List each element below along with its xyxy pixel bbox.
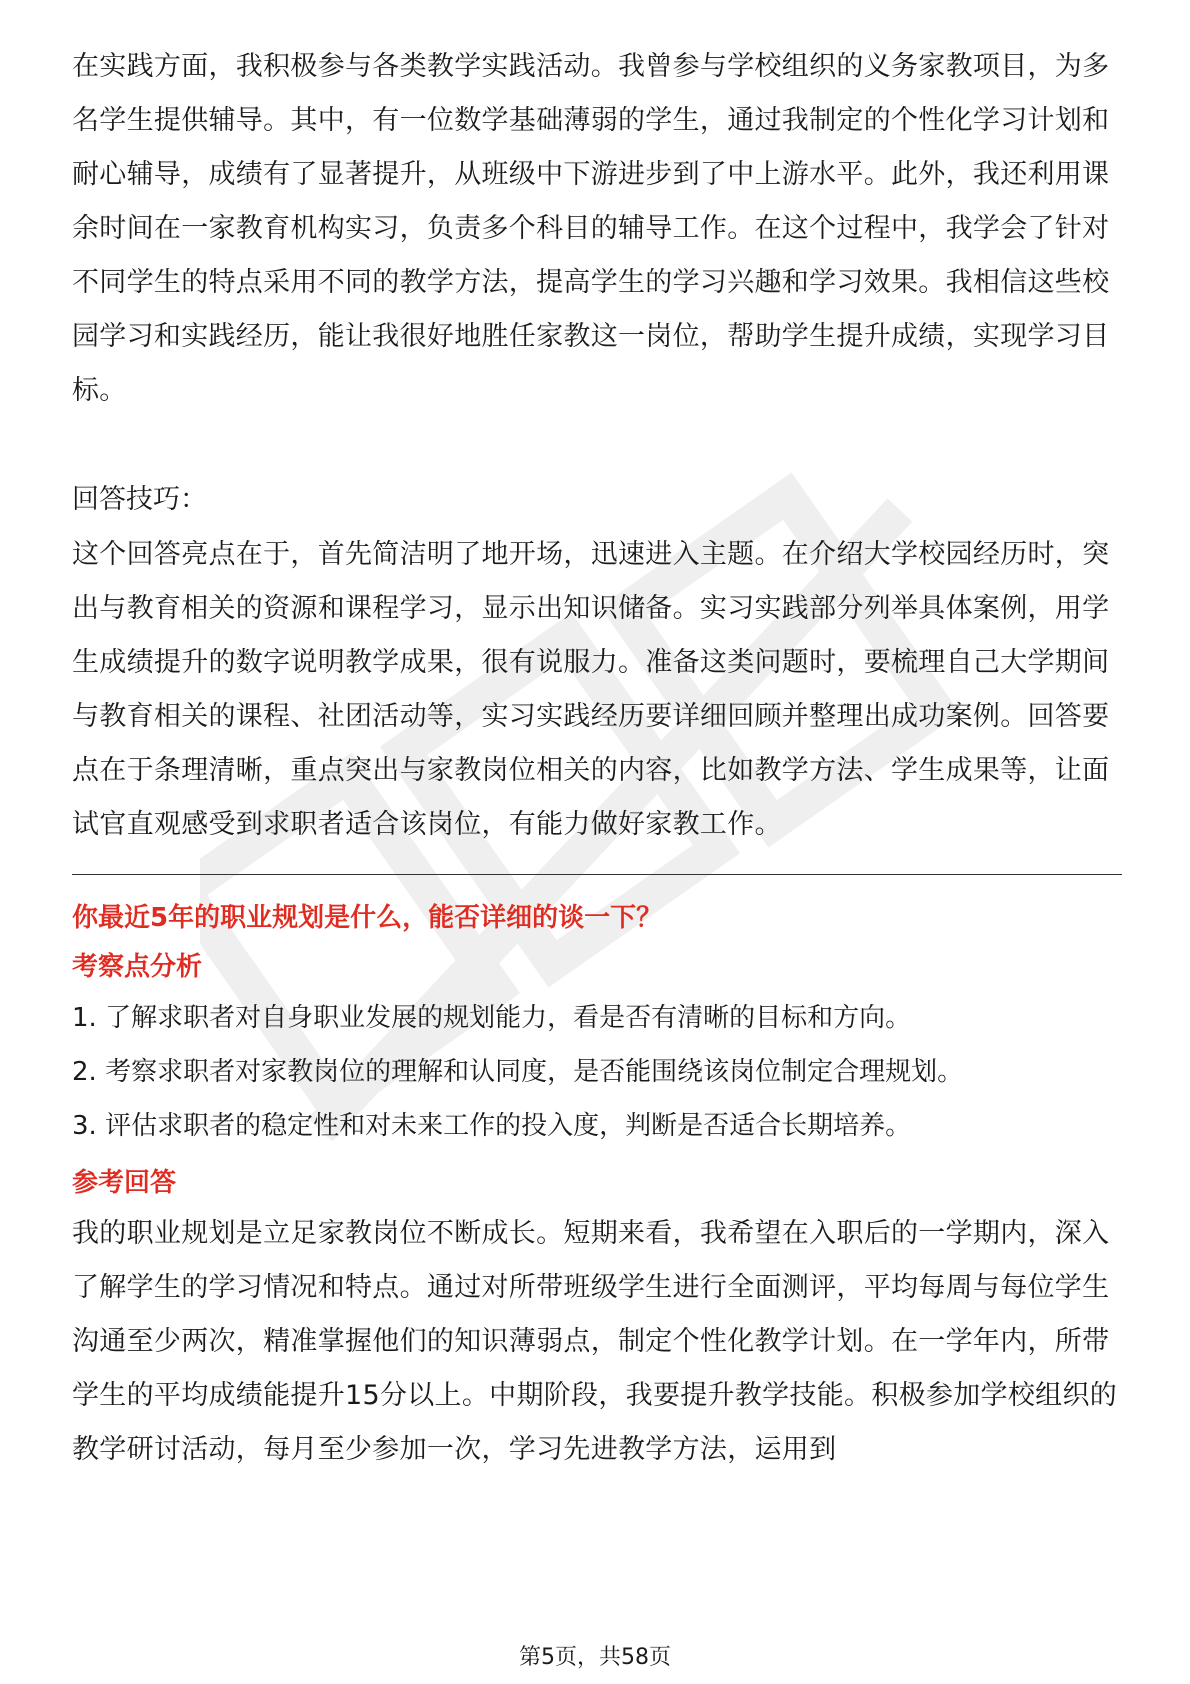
section-divider — [72, 874, 1122, 875]
list-item: 2. 考察求职者对家教岗位的理解和认同度，是否能围绕该岗位制定合理规划。 — [72, 1057, 964, 1087]
tips-paragraph: 这个回答亮点在于，首先简洁明了地开场，迅速进入主题。在介绍大学校园经历时，突出与教育相关的资源和课程学习，显示出知识储备。实习实践部分列举具体案例，用学生成绩提升的数字说明教学成果，很有说服力。准备这类问题时，要梳理自己大学期间与教育相关的课程、社团活动等，实习实践经历要详细回顾并整理出成功案例。回答要点在于条理清晰，重点突出与家教岗位相关的内容，比如教学方法、学生成果等，让面试官直观感受到求职者适合该岗位，有能力做好家教工作。 — [72, 539, 1110, 840]
tips-heading: 回答技巧： — [72, 484, 207, 515]
intro-paragraph: 在实践方面，我积极参与各类教学实践活动。我曾参与学校组织的义务家教项目，为多名学生提供辅导。其中，有一位数学基础薄弱的学生，通过我制定的个性化学习计划和耐心辅导，成绩有了显著提升，从班级中下游进步到了中上游水平。此外，我还利用课余时间在一家教育机构实习，负责多个科目的辅导工作。在这个过程中，我学会了针对不同学生的特点采用不同的教学方法，提高学生的学习兴趣和学习效果。我相信这些校园学习和实践经历，能让我很好地胜任家教这一岗位，帮助学生提升成绩，实现学习目标。 — [72, 51, 1110, 406]
reference-title: 参考回答 — [72, 1168, 177, 1198]
analysis-list — [72, 991, 1122, 1153]
list-item: 3. 评估求职者的稳定性和对未来工作的投入度，判断是否适合长期培养。 — [72, 1111, 912, 1141]
reference-paragraph: 我的职业规划是立足家教岗位不断成长。短期来看，我希望在入职后的一学期内，深入了解学生的学习情况和特点。通过对所带班级学生进行全面测评，平均每周与每位学生沟通至少两次，精准掌握他们的知识薄弱点，制定个性化教学计划。在一学年内，所带学生的平均成绩能提升15分以上。中期阶段，我要提升教学技能。积极参加学校组织的教学研讨活动，每月至少参加一次，学习先进教学方法，运用到 — [72, 1218, 1118, 1465]
list-item: 1. 了解求职者对自身职业发展的规划能力，看是否有清晰的目标和方向。 — [72, 1003, 912, 1033]
interview-question: 你最近5年的职业规划是什么，能否详细的谈一下？ — [72, 903, 663, 933]
page-content — [72, 40, 1122, 1477]
page-number: 第5页，共58页 — [519, 1645, 671, 1670]
analysis-title: 考察点分析 — [72, 952, 203, 982]
